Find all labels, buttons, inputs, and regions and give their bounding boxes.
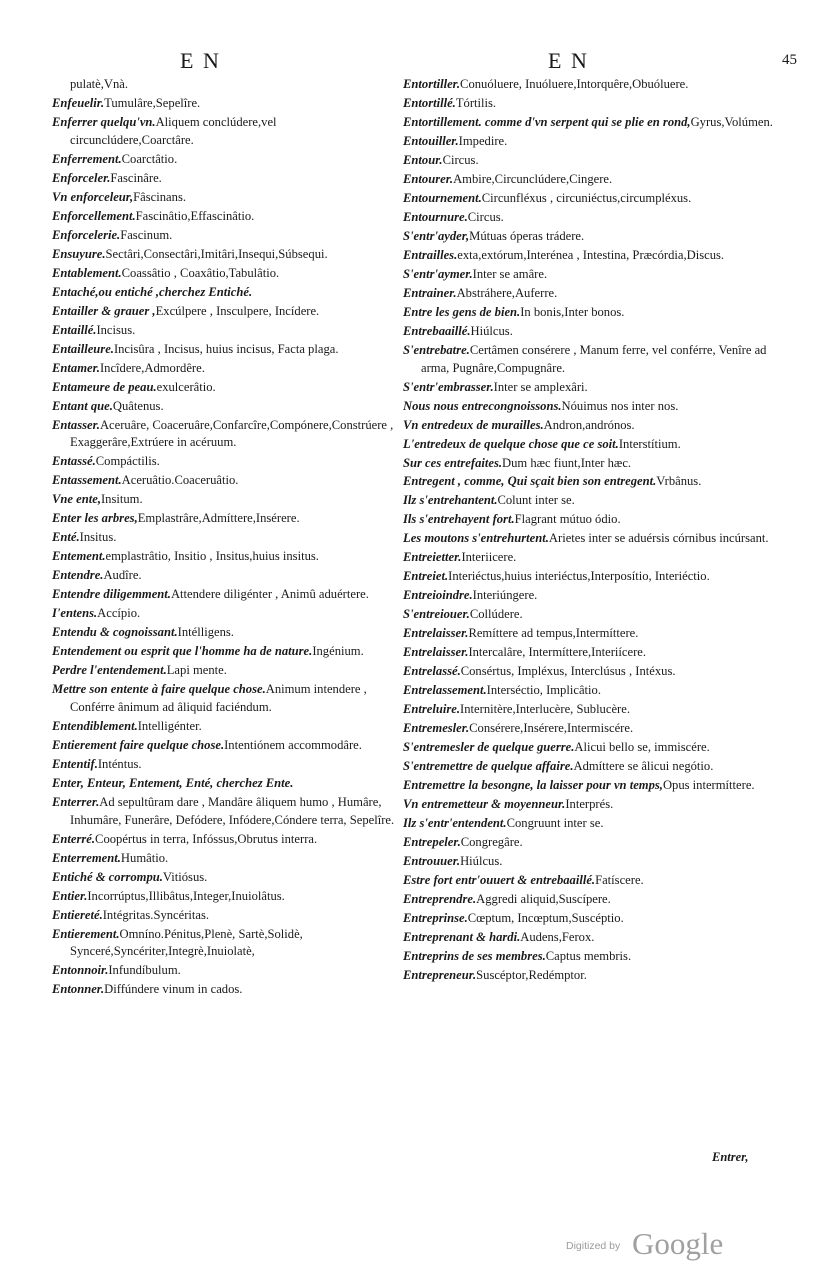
right-column (403, 76, 773, 986)
dictionary-entry (403, 549, 773, 567)
entry-headword: Enterré. (52, 831, 96, 846)
dictionary-entry (403, 606, 773, 624)
entry-headword: Entremettre la besongne, la laisser pour vn temps, (403, 778, 663, 793)
entry-definition: exulcerâtio. (156, 379, 216, 394)
entry-headword: Entassement. (52, 473, 122, 488)
entry-headword: Vn entredeux de murailles. (403, 417, 544, 432)
entry-definition: Gyrus,Volúmen. (690, 114, 773, 129)
dictionary-entry (403, 455, 773, 473)
dictionary-entry (52, 76, 397, 94)
entry-headword: S'entremesler de quelque guerre. (403, 740, 575, 755)
entry-definition: Circus. (467, 209, 504, 224)
dictionary-entry (52, 510, 397, 528)
entry-definition: Fascinâtio,Effascinâtio. (135, 208, 255, 223)
entry-headword: Enterrement. (52, 850, 121, 865)
entry-headword: Vne ente, (52, 492, 101, 507)
entry-definition: Interséctio, Implicâtio. (486, 683, 601, 698)
entry-headword: Entrepeler. (403, 835, 461, 850)
entry-headword: Entassé. (52, 454, 96, 469)
entry-definition: Attendere diligénter , Animû aduértere. (170, 587, 369, 602)
dictionary-entry (52, 341, 397, 359)
entry-headword: Entrelaisser. (403, 626, 469, 641)
entry-headword: Entaché,ou entiché ,cherchez Entiché. (52, 284, 253, 299)
entry-headword: Entrainer. (403, 285, 457, 300)
entry-headword: S'entr'embrasser. (403, 379, 494, 394)
entry-headword: Entaillé. (52, 322, 97, 337)
dictionary-entry (52, 888, 397, 906)
dictionary-entry (403, 492, 773, 510)
entry-definition: Interprés. (565, 797, 614, 812)
digitized-by-google-watermark (566, 1226, 746, 1266)
entry-definition: Quâtenus. (112, 398, 164, 413)
dictionary-entry (52, 529, 397, 547)
entry-definition: Admíttere se âlicui negótio. (573, 759, 714, 774)
entry-headword: Entreiet. (403, 569, 449, 584)
dictionary-entry (403, 398, 773, 416)
entry-headword: Entailleure. (52, 341, 114, 356)
dictionary-entry (52, 95, 397, 113)
dictionary-entry (403, 910, 773, 928)
dictionary-entry (52, 189, 397, 207)
left-column (52, 76, 397, 1000)
dictionary-entry (52, 151, 397, 169)
entry-headword: Entreprins de ses membres. (403, 949, 546, 964)
entry-definition: Fascinum. (120, 227, 173, 242)
dictionary-entry (403, 891, 773, 909)
entry-definition: Omníno.Pénitus,Plenè, Sartè,Solidè, Synceré,Syncériter,Integrè,Inuiolatè, (70, 926, 303, 959)
entry-definition: Interstítium. (618, 436, 681, 451)
watermark-prefix: Digitized by (566, 1240, 621, 1252)
entry-definition: Coarctâtio. (121, 151, 178, 166)
dictionary-entry (52, 718, 397, 736)
dictionary-entry (403, 720, 773, 738)
entry-definition: Infundíbulum. (108, 963, 181, 978)
entry-headword: Entortillement. comme d'vn serpent qui se plie en rond, (403, 114, 691, 129)
dictionary-entry (52, 907, 397, 925)
entry-definition: Coassâtio , Coaxâtio,Tabulâtio. (121, 265, 280, 280)
entry-definition: Humâtio. (120, 850, 169, 865)
entry-headword: Entonner. (52, 982, 105, 997)
entry-definition: Audens,Ferox. (520, 930, 595, 945)
entry-headword: Ilz s'entr'entendent. (403, 816, 507, 831)
entry-definition: Inter se amâre. (472, 266, 548, 281)
entry-definition: Certâmen consérere , Manum ferre, vel conférre, Venîre ad arma, Pugnâre,Compugnâre. (421, 342, 767, 375)
entry-definition: Interiúngere. (472, 588, 538, 603)
entry-definition: Interiéctus,huius interiéctus,Interposítio, Interiéctio. (448, 569, 710, 584)
entry-headword: Enferrer quelqu'vn. (52, 114, 156, 129)
dictionary-entry (52, 850, 397, 868)
entry-definition: Collúdere. (469, 607, 523, 622)
entry-definition: Compáctilis. (95, 454, 160, 469)
entry-definition: Interiicere. (461, 550, 517, 565)
entry-definition: Insitus. (79, 530, 117, 545)
dictionary-entry (403, 948, 773, 966)
dictionary-entry (403, 114, 773, 132)
entry-headword: S'entreiouer. (403, 607, 470, 622)
entry-headword: Entrelassé. (403, 664, 461, 679)
entry-headword: Ilz s'entrehantent. (403, 493, 498, 508)
dictionary-entry (403, 304, 773, 322)
dictionary-entry (52, 624, 397, 642)
entry-definition: exta,extórum,Interénea , Intestina, Præcórdia,Discus. (457, 247, 725, 262)
entry-definition: Accípio. (97, 606, 141, 621)
entry-headword: Entonnoir. (52, 963, 109, 978)
entry-headword: Entablement. (52, 265, 122, 280)
entry-definition: Consérere,Insérere,Intermiscére. (469, 721, 634, 736)
entry-headword: Entrebaaillé. (403, 323, 471, 338)
entry-definition: Remíttere ad tempus,Intermíttere. (468, 626, 639, 641)
entry-headword: Entregent , comme, Qui sçait bien son entregent. (403, 474, 657, 489)
dictionary-entry (52, 246, 397, 264)
entry-headword: Ils s'entrehayent fort. (403, 512, 515, 527)
running-head-right: E N (548, 48, 589, 73)
dictionary-entry (52, 453, 397, 471)
entry-definition: Incisûra , Incisus, huius incisus, Facta plaga. (113, 341, 339, 356)
dictionary-entry (403, 379, 773, 397)
entry-headword: Entre les gens de bien. (403, 304, 521, 319)
entry-definition: Ingénium. (312, 644, 364, 659)
entry-headword: Entreluire. (403, 702, 461, 717)
entry-headword: Entiereté. (52, 907, 103, 922)
entry-definition: Aggredi aliquid,Suscípere. (476, 892, 611, 907)
entry-headword: Entournure. (403, 209, 468, 224)
entry-definition: Abstráhere,Auferre. (456, 285, 558, 300)
dictionary-entry (403, 76, 773, 94)
entry-headword: Nous nous entrecongnoissons. (403, 398, 562, 413)
entry-definition: Incîdere,Admordêre. (99, 360, 205, 375)
entry-headword: Entasser. (52, 417, 100, 432)
entry-definition: Intégritas.Syncéritas. (102, 907, 210, 922)
dictionary-entry (52, 869, 397, 887)
entry-definition: Cœptum, Incœptum,Suscéptio. (467, 911, 624, 926)
dictionary-entry (52, 417, 397, 453)
entry-headword: L'entredeux de quelque chose que ce soit. (403, 436, 619, 451)
entry-headword: Enferrement. (52, 151, 122, 166)
entry-headword: Entrelaisser. (403, 645, 469, 660)
dictionary-entry (52, 303, 397, 321)
entry-headword: Entiché & corrompu. (52, 869, 163, 884)
dictionary-entry (403, 929, 773, 947)
entry-definition: Alicui bello se, immiscére. (574, 740, 710, 755)
dictionary-entry (403, 834, 773, 852)
entry-definition: Dum hæc fiunt,Inter hæc. (502, 455, 632, 470)
entry-definition: Sectâri,Consectâri,Imitâri,Insequi,Súbsequi. (105, 246, 328, 261)
entry-headword: Entendiblement. (52, 718, 138, 733)
dictionary-entry (52, 548, 397, 566)
entry-headword: Entreioindre. (403, 588, 473, 603)
entry-definition: Excúlpere , Insculpere, Incídere. (155, 303, 320, 318)
dictionary-entry (403, 285, 773, 303)
dictionary-entry (403, 209, 773, 227)
entry-definition: In bonis,Inter bonos. (520, 304, 625, 319)
dictionary-entry (52, 491, 397, 509)
dictionary-entry (52, 208, 397, 226)
entry-definition: Vitiósus. (162, 869, 208, 884)
dictionary-entry (403, 777, 773, 795)
entry-definition: Mútuas óperas trádere. (469, 228, 585, 243)
dictionary-entry (52, 662, 397, 680)
entry-definition: Intentiónem accommodâre. (224, 737, 362, 752)
entry-headword: Entreprenant & hardi. (403, 930, 521, 945)
entry-definition: Tórtilis. (455, 95, 497, 110)
dictionary-entry (403, 872, 773, 890)
dictionary-entry (403, 436, 773, 454)
dictionary-entry (52, 981, 397, 999)
entry-headword: Entournement. (403, 190, 482, 205)
dictionary-entry (52, 398, 397, 416)
dictionary-entry (403, 682, 773, 700)
entry-headword: Entier. (52, 888, 88, 903)
entry-headword: S'entr'aymer. (403, 266, 473, 281)
entry-headword: Enfeuelir. (52, 95, 105, 110)
entry-headword: Perdre l'entendement. (52, 663, 167, 678)
dictionary-entry (403, 815, 773, 833)
dictionary-entry (52, 737, 397, 755)
dictionary-entry (52, 360, 397, 378)
entry-headword: Vn entremetteur & moyenneur. (403, 797, 566, 812)
entry-headword: Estre fort entr'ouuert & entrebaaillé. (403, 873, 596, 888)
entry-definition: Emplastrâre,Admíttere,Insérere. (137, 511, 300, 526)
entry-definition: Ad sepultûram dare , Mandâre âliquem humo , Humâre, Inhumâre, Funerâre, Defódere, Infódere,Cóndere terra, Sepelîre. (70, 794, 395, 827)
entry-definition: Circus. (442, 152, 479, 167)
entry-definition: Intélligens. (177, 625, 234, 640)
dictionary-entry (403, 625, 773, 643)
entry-headword: Entouiller. (403, 133, 459, 148)
dictionary-entry (52, 227, 397, 245)
entry-definition: Aceruâre, Coaceruâre,Confarcîre,Compónere,Constrúere , Exaggerâre,Extrúere in acéruum. (70, 417, 394, 450)
dictionary-entry (52, 775, 397, 793)
entry-definition: Diffúndere vinum in cados. (104, 982, 243, 997)
entry-definition: Nóuimus nos inter nos. (561, 398, 679, 413)
entry-headword: Sur ces entrefaites. (403, 455, 502, 470)
entry-definition: emplastrâtio, Insitio , Insitus,huius insitus. (105, 549, 319, 564)
entry-headword: Entierement. (52, 926, 120, 941)
dictionary-entry (403, 511, 773, 529)
entry-headword: Entailler & grauer , (52, 303, 156, 318)
dictionary-entry (52, 322, 397, 340)
entry-definition: Coopértus in terra, Infóssus,Obrutus interra. (95, 831, 318, 846)
entry-definition: Fatíscere. (595, 873, 644, 888)
dictionary-entry (52, 567, 397, 585)
entry-definition: Hiúlcus. (470, 323, 513, 338)
entry-headword: Entendre diligemment. (52, 587, 171, 602)
entry-headword: Entant que. (52, 398, 113, 413)
entry-headword: Entortillé. (403, 95, 456, 110)
entry-headword: Entameure de peau. (52, 379, 157, 394)
dictionary-entry (403, 133, 773, 151)
dictionary-entry (52, 379, 397, 397)
entry-headword: Entreprendre. (403, 892, 477, 907)
entry-definition: Congregâre. (460, 835, 523, 850)
entry-headword: S'entr'ayder, (403, 228, 470, 243)
entry-headword: Enforcelerie. (52, 227, 121, 242)
entry-definition: Arietes inter se aduérsis córnibus incúrsant. (548, 531, 769, 546)
entry-headword: Entourer. (403, 171, 454, 186)
entry-headword: Entrepreneur. (403, 968, 477, 983)
dictionary-entry (403, 247, 773, 265)
entry-headword: Entierement faire quelque chose. (52, 737, 225, 752)
entry-headword: Enter, Enteur, Entement, Enté, cherchez Ente. (52, 775, 294, 790)
entry-headword: Entrailles. (403, 247, 458, 262)
entry-definition: Opus intermíttere. (662, 778, 755, 793)
dictionary-entry (52, 794, 397, 830)
entry-definition: pulatè,Vnà. (70, 77, 129, 91)
entry-definition: Lapi mente. (166, 663, 227, 678)
dictionary-entry (52, 681, 397, 717)
dictionary-entry (403, 323, 773, 341)
entry-definition: Flagrant mútuo ódio. (514, 512, 621, 527)
dictionary-entry (403, 473, 773, 491)
dictionary-entry (403, 758, 773, 776)
entry-definition: Incisus. (96, 322, 136, 337)
entry-headword: Entendement ou esprit que l'homme ha de nature. (52, 644, 313, 659)
entry-definition: Incorrúptus,Illibâtus,Integer,Inuiolâtus. (87, 888, 285, 903)
dictionary-entry (403, 663, 773, 681)
dictionary-entry (403, 266, 773, 284)
entry-headword: I'entens. (52, 606, 98, 621)
dictionary-entry (403, 171, 773, 189)
entry-definition: Aliquem conclúdere,vel circunclúdere,Coarctâre. (70, 114, 277, 147)
entry-headword: Ententif. (52, 756, 98, 771)
entry-headword: Entendu & cognoissant. (52, 625, 178, 640)
entry-definition: Fâscinans. (133, 189, 186, 204)
entry-headword: Enforcellement. (52, 208, 136, 223)
entry-headword: Entendre. (52, 568, 104, 583)
entry-headword: S'entremettre de quelque affaire. (403, 759, 574, 774)
dictionary-entry (52, 926, 397, 962)
entry-definition: Internitère,Interlucère, Sublucère. (460, 702, 630, 717)
dictionary-entry (403, 967, 773, 985)
running-head-left: E N (180, 48, 221, 73)
entry-definition: Ambire,Circunclúdere,Cingere. (453, 171, 613, 186)
entry-definition: Intercalâre, Intermíttere,Interiícere. (468, 645, 647, 660)
dictionary-entry (52, 831, 397, 849)
entry-headword: S'entrebatre. (403, 342, 470, 357)
entry-headword: Enforceler. (52, 170, 111, 185)
dictionary-entry (52, 114, 397, 150)
entry-definition: Tumulâre,Sepelîre. (104, 95, 201, 110)
dictionary-entry (403, 152, 773, 170)
entry-definition: Consértus, Impléxus, Interclúsus , Intéxus. (460, 664, 676, 679)
entry-definition: Hiúlcus. (460, 854, 503, 869)
entry-headword: Enter les arbres, (52, 511, 138, 526)
entry-definition: Inténtus. (97, 756, 142, 771)
entry-headword: Les moutons s'entrehurtent. (403, 531, 549, 546)
dictionary-entry (403, 644, 773, 662)
dictionary-entry (403, 853, 773, 871)
entry-definition: Fascinâre. (110, 170, 162, 185)
entry-headword: Entrelassement. (403, 683, 487, 698)
dictionary-entry (403, 796, 773, 814)
entry-definition: Colunt inter se. (497, 493, 575, 508)
entry-headword: Entortiller. (403, 77, 461, 91)
entry-headword: Mettre son entente à faire quelque chose. (52, 682, 266, 697)
entry-definition: Congruunt inter se. (506, 816, 604, 831)
entry-definition: Conuóluere, Inuóluere,Intorquêre,Obuóluere. (460, 77, 689, 91)
entry-definition: Intelligénter. (137, 718, 202, 733)
dictionary-entry (52, 756, 397, 774)
page-number: 45 (782, 52, 797, 68)
entry-headword: Vn enforceleur, (52, 189, 134, 204)
entry-definition: Andron,andrónos. (543, 417, 635, 432)
google-logo: Google (632, 1226, 724, 1261)
catchword: Entrer, (712, 1150, 749, 1164)
dictionary-entry (52, 170, 397, 188)
dictionary-entry (403, 739, 773, 757)
dictionary-entry (403, 342, 773, 378)
dictionary-entry (52, 472, 397, 490)
entry-definition: Aceruâtio.Coaceruâtio. (121, 473, 239, 488)
dictionary-entry (403, 530, 773, 548)
dictionary-entry (403, 701, 773, 719)
entry-definition: Vrbânus. (656, 474, 702, 489)
dictionary-entry (52, 586, 397, 604)
entry-headword: Enterrer. (52, 794, 100, 809)
entry-headword: Entreprinse. (403, 911, 468, 926)
dictionary-entry (403, 568, 773, 586)
entry-headword: Entamer. (52, 360, 100, 375)
entry-definition: Animum intendere , Conférre ânimum ad âliquid faciéndum. (70, 682, 367, 714)
entry-headword: Entour. (403, 152, 443, 167)
entry-headword: Enté. (52, 530, 80, 545)
entry-definition: Circunfléxus , circuniéctus,circumpléxus. (481, 190, 692, 205)
dictionary-entry (52, 962, 397, 980)
entry-definition: Impedire. (458, 133, 508, 148)
dictionary-entry (52, 284, 397, 302)
dictionary-entry (52, 643, 397, 661)
dictionary-entry (403, 417, 773, 435)
dictionary-entry (403, 95, 773, 113)
dictionary-entry (52, 265, 397, 283)
entry-headword: Entement. (52, 549, 106, 564)
dictionary-entry (52, 605, 397, 623)
entry-definition: Audîre. (103, 568, 142, 583)
entry-definition: Suscéptor,Redémptor. (476, 968, 587, 983)
dictionary-entry (403, 228, 773, 246)
entry-definition: Inter se amplexâri. (493, 379, 588, 394)
entry-headword: Ensuyure. (52, 246, 106, 261)
entry-definition: Insitum. (100, 492, 143, 507)
entry-headword: Entrouuer. (403, 854, 461, 869)
dictionary-entry (403, 587, 773, 605)
entry-definition: Captus membris. (545, 949, 632, 964)
dictionary-entry (403, 190, 773, 208)
entry-headword: Entreietter. (403, 550, 462, 565)
entry-headword: Entremesler. (403, 721, 470, 736)
